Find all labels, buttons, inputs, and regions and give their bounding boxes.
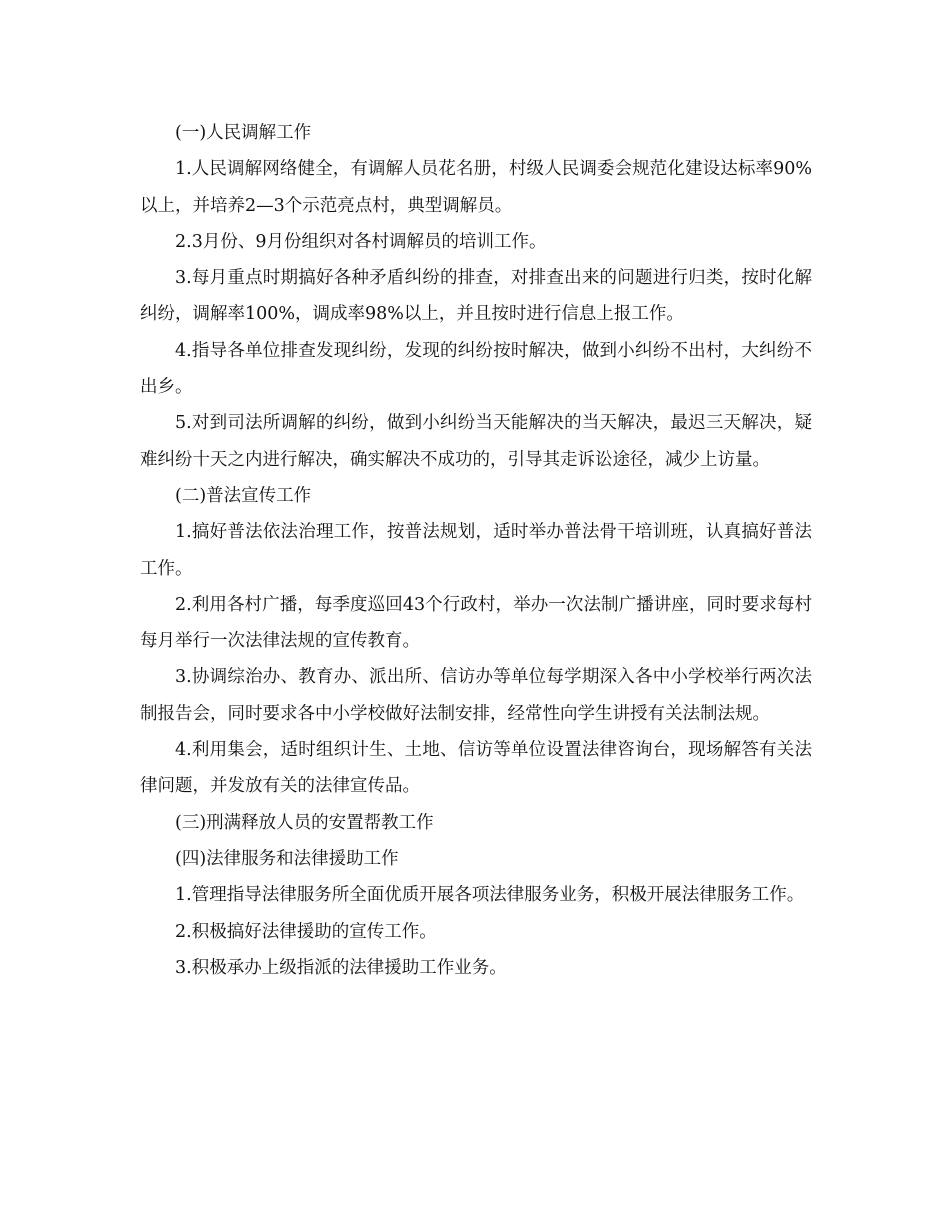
paragraph: 1.搞好普法依法治理工作，按普法规划，适时举办普法骨干培训班，认真搞好普法工作。: [140, 522, 812, 579]
paragraph: 2.3月份、9月份组织对各村调解员的培训工作。: [175, 231, 547, 252]
paragraph: 4.利用集会，适时组织计生、土地、信访等单位设置法律咨询台，现场解答有关法律问题，并发放有关的法律宣传品。: [140, 740, 812, 797]
document-body: [140, 115, 812, 986]
paragraph: 3.每月重点时期搞好各种矛盾纠纷的排查，对排查出来的问题进行归类，按时化解纠纷，调解率100%，调成率98%以上，并且按时进行信息上报工作。: [140, 268, 812, 325]
paragraph: 3.积极承办上级指派的法律援助工作业务。: [175, 957, 507, 978]
paragraph: 2.积极搞好法律援助的宣传工作。: [175, 921, 437, 942]
section-heading-people-mediation: (一)人民调解工作: [175, 123, 312, 143]
section-heading-legal-services: (四)法律服务和法律援助工作: [175, 848, 399, 869]
paragraph: 1.管理指导法律服务所全面优质开展各项法律服务业务，积极开展法律服务工作。: [175, 885, 805, 906]
section-heading-released-prisoners: (三)刑满释放人员的安置帮教工作: [175, 812, 434, 833]
paragraph: 4.指导各单位排查发现纠纷，发现的纠纷按时解决，做到小纠纷不出村，大纠纷不出乡。: [140, 340, 812, 398]
paragraph: 2.利用各村广播，每季度巡回43个行政村，举办一次法制广播讲座，同时要求每村每月举行一次法律法规的宣传教育。: [140, 594, 812, 652]
paragraph: 3.协调综治办、教育办、派出所、信访办等单位每学期深入各中小学校举行两次法制报告会，同时要求各中小学校做好法制安排，经常性向学生讲授有关法制法规。: [140, 667, 812, 724]
paragraph: 1.人民调解网络健全，有调解人员花名册，村级人民调委会规范化建设达标率90%以上，并培养2—3个示范亮点村，典型调解员。: [140, 159, 812, 216]
section-heading-legal-publicity: (二)普法宣传工作: [175, 485, 312, 506]
paragraph: 5.对到司法所调解的纠纷，做到小纠纷当天能解决的当天解决，最迟三天解决，疑难纠纷十天之内进行解决，确实解决不成功的，引导其走诉讼途径，减少上访量。: [140, 413, 812, 470]
